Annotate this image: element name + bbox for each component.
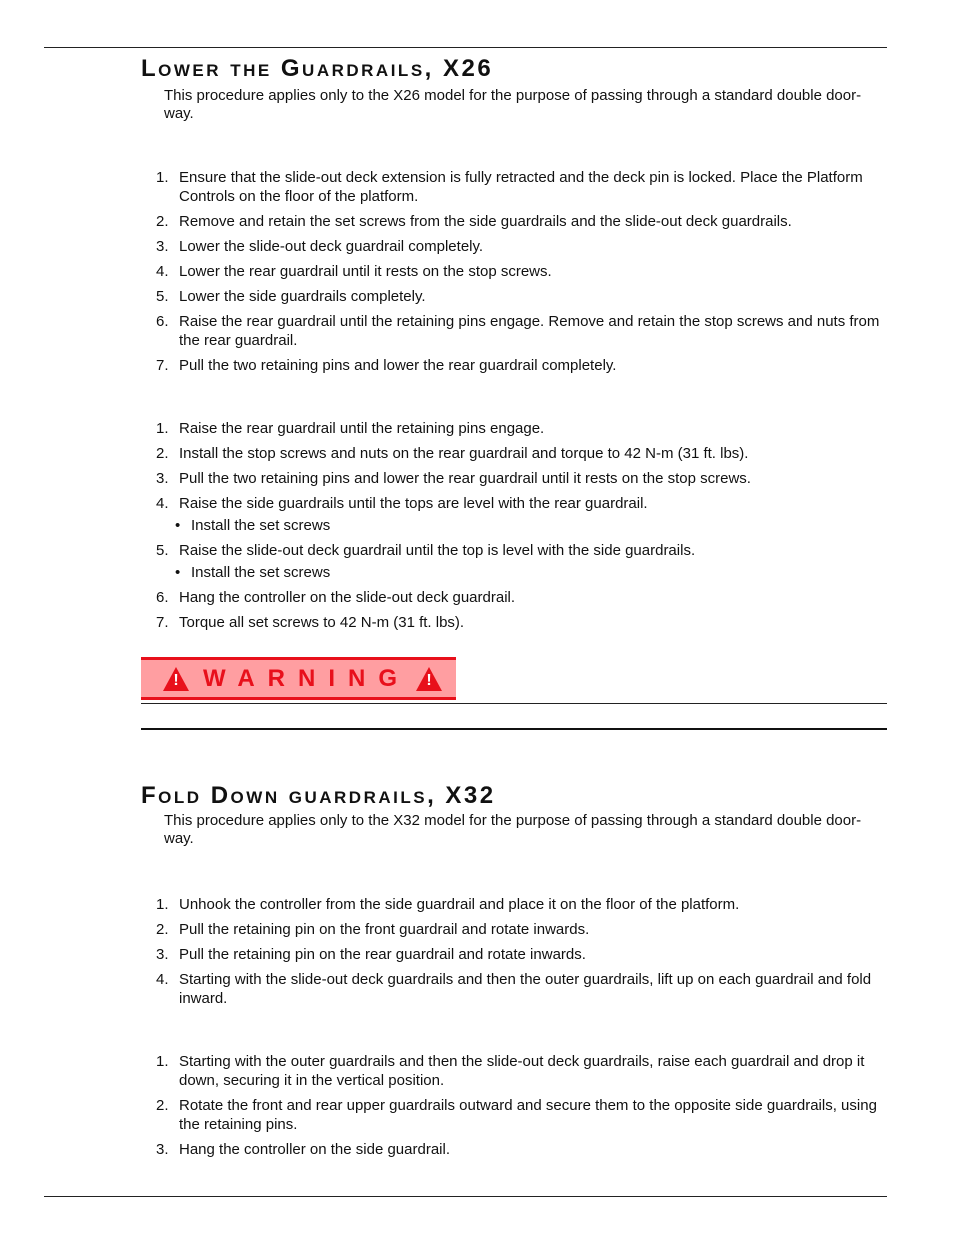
list-item (141, 469, 887, 488)
lower-guardrails-steps (141, 168, 887, 381)
list-item (141, 237, 887, 256)
section-title-fold-down-guardrails: Fold Down guardrails, X32 (141, 782, 496, 809)
step-number: 1. (156, 1053, 169, 1070)
list-item (141, 444, 887, 463)
list-item (141, 541, 887, 582)
step-text: Raise the slide-out deck guardrail until the top is level with the side guardrails. (179, 542, 696, 559)
step-text: Ensure that the slide-out deck extension is fully retracted and the deck pin is locked. Place the Platform Controls on the floor of the platform. (179, 169, 863, 205)
step-text: Unhook the controller from the side guardrail and place it on the floor of the platform. (179, 896, 740, 913)
header-rule (44, 47, 887, 48)
raise-guardrails-steps (141, 419, 887, 638)
list-item (141, 1140, 887, 1159)
step-number: 1. (156, 896, 169, 913)
step-text: Starting with the outer guardrails and then the slide-out deck guardrails, raise each guardrail and drop it down, securing it in the vertical position. (179, 1053, 865, 1089)
list-item (141, 1052, 887, 1090)
step-text: Raise the rear guardrail until the retaining pins engage. (179, 420, 545, 437)
list-item (141, 895, 887, 914)
sub-step-text: Install the set screws (191, 517, 331, 534)
raise-fold-guardrails-steps (141, 1052, 887, 1165)
step-number: 1. (156, 420, 169, 437)
warning-rule (141, 703, 887, 704)
section-title-lower-guardrails: Lower the Guardrails, X26 (141, 55, 494, 82)
step-text: Pull the two retaining pins and lower the rear guardrail completely. (179, 357, 617, 374)
list-item (141, 588, 887, 607)
step-text: Rotate the front and rear upper guardrails outward and secure them to the opposite side guardrails, using the retaining pins. (179, 1097, 877, 1133)
step-text: Lower the slide-out deck guardrail completely. (179, 238, 484, 255)
list-item (141, 494, 887, 535)
list-item (141, 970, 887, 1008)
step-text: Remove and retain the set screws from the side guardrails and the slide-out deck guardrails. (179, 213, 792, 230)
section-intro-x32: This procedure applies only to the X32 model for the purpose of passing through a standard double door-way. (164, 812, 862, 847)
warning-triangle-icon: ! (416, 667, 442, 691)
step-number: 6. (156, 313, 169, 330)
step-text: Install the stop screws and nuts on the rear guardrail and torque to 42 N-m (31 ft. lbs). (179, 445, 749, 462)
step-number: 7. (156, 357, 169, 374)
list-item (141, 212, 887, 231)
step-number: 2. (156, 445, 169, 462)
step-number: 1. (156, 169, 169, 186)
step-number: 2. (156, 921, 169, 938)
step-number: 5. (156, 288, 169, 305)
step-text: Lower the side guardrails completely. (179, 288, 426, 305)
step-number: 3. (156, 1141, 169, 1158)
section-intro-x26: This procedure applies only to the X26 model for the purpose of passing through a standard double door-way. (164, 87, 862, 122)
warning-banner (141, 657, 456, 700)
step-number: 3. (156, 238, 169, 255)
step-text: Hang the controller on the side guardrail. (179, 1141, 450, 1158)
step-number: 2. (156, 1097, 169, 1114)
step-number: 4. (156, 263, 169, 280)
sub-step (175, 563, 887, 582)
step-number: 6. (156, 589, 169, 606)
footer-rule (44, 1196, 887, 1197)
warning-label: WARNING (203, 664, 410, 692)
step-text: Starting with the slide-out deck guardrails and then the outer guardrails, lift up on each guardrail and fold inward. (179, 971, 872, 1007)
step-text: Raise the side guardrails until the tops are level with the rear guardrail. (179, 495, 648, 512)
step-text: Pull the two retaining pins and lower the rear guardrail until it rests on the stop screws. (179, 470, 751, 487)
step-text: Torque all set screws to 42 N-m (31 ft. lbs). (179, 614, 465, 631)
step-text: Pull the retaining pin on the rear guardrail and rotate inwards. (179, 946, 586, 963)
list-item (141, 1096, 887, 1134)
list-item (141, 419, 887, 438)
list-item (141, 356, 887, 375)
bullet-icon: • (175, 517, 181, 534)
step-number: 3. (156, 470, 169, 487)
step-text: Pull the retaining pin on the front guardrail and rotate inwards. (179, 921, 590, 938)
step-text: Raise the rear guardrail until the retaining pins engage. Remove and retain the stop screws and nuts from the rear guardrail. (179, 313, 880, 349)
list-item (141, 168, 887, 206)
list-item (141, 613, 887, 632)
bullet-icon: • (175, 564, 181, 581)
step-text: Lower the rear guardrail until it rests on the stop screws. (179, 263, 552, 280)
step-number: 7. (156, 614, 169, 631)
list-item (141, 920, 887, 939)
step-number: 3. (156, 946, 169, 963)
step-number: 4. (156, 495, 169, 512)
section-divider (141, 728, 887, 730)
step-text: Hang the controller on the slide-out deck guardrail. (179, 589, 516, 606)
list-item (141, 945, 887, 964)
list-item (141, 312, 887, 350)
fold-guardrails-steps (141, 895, 887, 1014)
list-item (141, 262, 887, 281)
warning-triangle-icon: ! (163, 667, 189, 691)
sub-step (175, 516, 887, 535)
list-item (141, 287, 887, 306)
step-number: 5. (156, 542, 169, 559)
sub-step-text: Install the set screws (191, 564, 331, 581)
step-number: 2. (156, 213, 169, 230)
step-number: 4. (156, 971, 169, 988)
